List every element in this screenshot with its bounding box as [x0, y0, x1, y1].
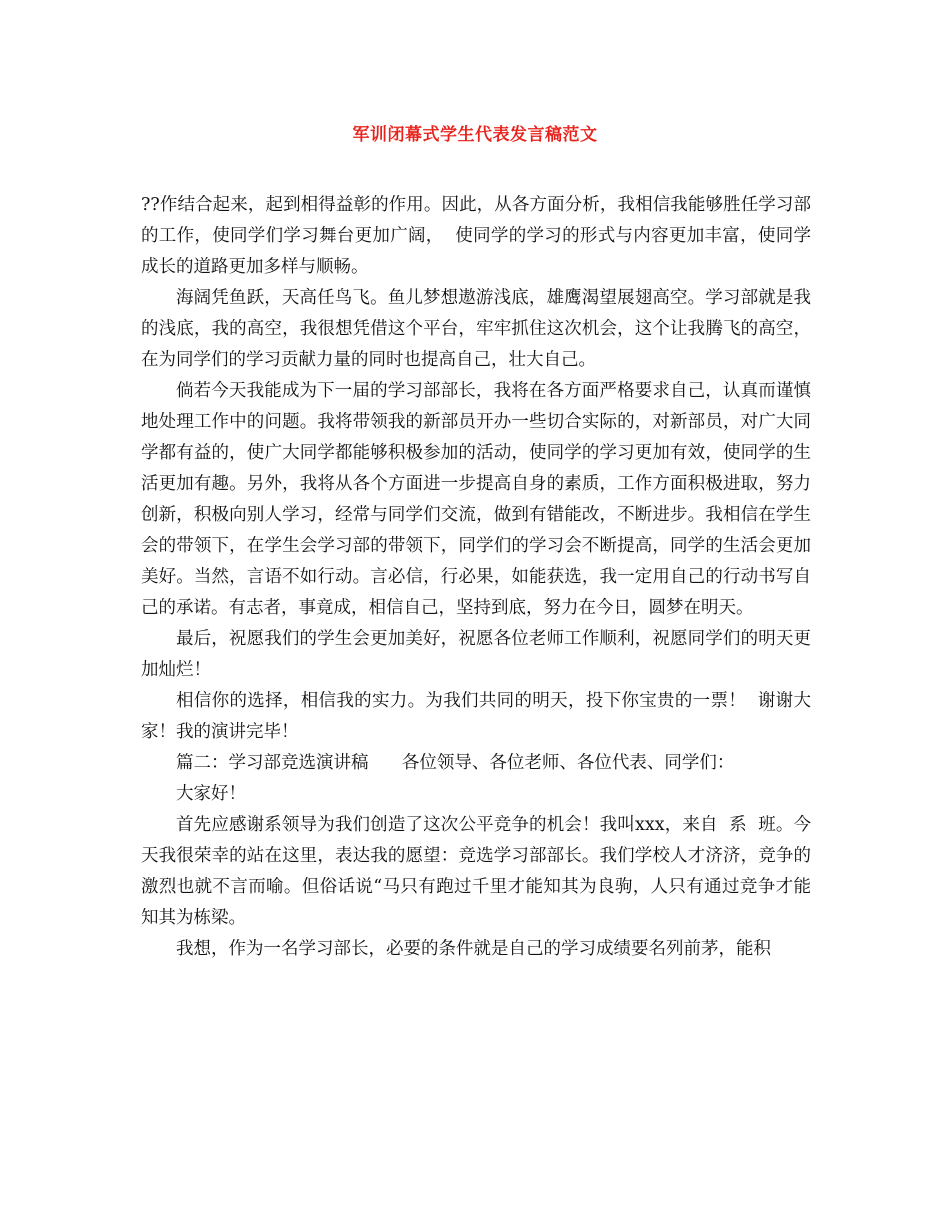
- greeting-paragraph: 大家好！: [176, 784, 246, 804]
- paragraph: 倘若今天我能成为下一届的学习部部长，我将在各方面严格要求自己，认真而谨慎地处理工作中的问题。我将带领我的新部员开办一些切合实际的，对新部员，对广大同学都有益的，使广大同学都能够积极参加的活动，使同学的学习更加有效，使同学的生活更加有趣。另外，我将从各个方面进一步提高自身的素质，工作方面积极进取，努力创新，积极向别人学习，经常与同学们交流，做到有错能改，不断进步。我相信在学生会的带领下，在学生会学习部的带领下，同学们的学习会不断提高，同学的生活会更加美好。当然，言语不如行动。言必信，行必果，如能获选，我一定用自己的行动书写自己的承诺。有志者，事竟成，相信自己，坚持到底，努力在今日，圆梦在明天。: [141, 381, 811, 618]
- section-heading-paragraph: 篇二：学习部竞选演讲稿 各位领导、各位老师、各位代表、同学们：: [176, 753, 735, 773]
- paragraph: 最后，祝愿我们的学生会更加美好，祝愿各位老师工作顺利，祝愿同学们的明天更加灿烂！: [141, 629, 811, 680]
- paragraph: 我想，作为一名学习部长，必要的条件就是自己的学习成绩要名列前茅，能积: [176, 939, 771, 959]
- paragraph: 相信你的选择，相信我的实力。为我们共同的明天，投下你宝贵的一票！ 谢谢大家！我的演讲完毕！: [141, 691, 811, 742]
- paragraph: 首先应感谢系领导为我们创造了这次公平竞争的机会！我叫xxx，来自 系 班。今天我很荣幸的站在这里，表达我的愿望：竞选学习部部长。我们学校人才济济，竞争的激烈也就不言而喻。但俗话说“马只有跑过千里才能知其为良驹，人只有通过竞争才能知其为栋梁。: [141, 815, 811, 928]
- document-body: [141, 190, 811, 965]
- paragraph: ??作结合起来，起到相得益彰的作用。因此，从各方面分析，我相信我能够胜任学习部的工作，使同学们学习舞台更加广阔， 使同学的学习的形式与内容更加丰富，使同学成长的道路更加多样与顺畅。: [141, 195, 811, 277]
- paragraph: 海阔凭鱼跃，天高任鸟飞。鱼儿梦想遨游浅底，雄鹰渴望展翅高空。学习部就是我的浅底，我的高空，我很想凭借这个平台，牢牢抓住这次机会，这个让我腾飞的高空，在为同学们的学习贡献力量的同时也提高自己，壮大自己。: [141, 288, 811, 370]
- document-title: 军训闭幕式学生代表发言稿范文: [352, 125, 598, 145]
